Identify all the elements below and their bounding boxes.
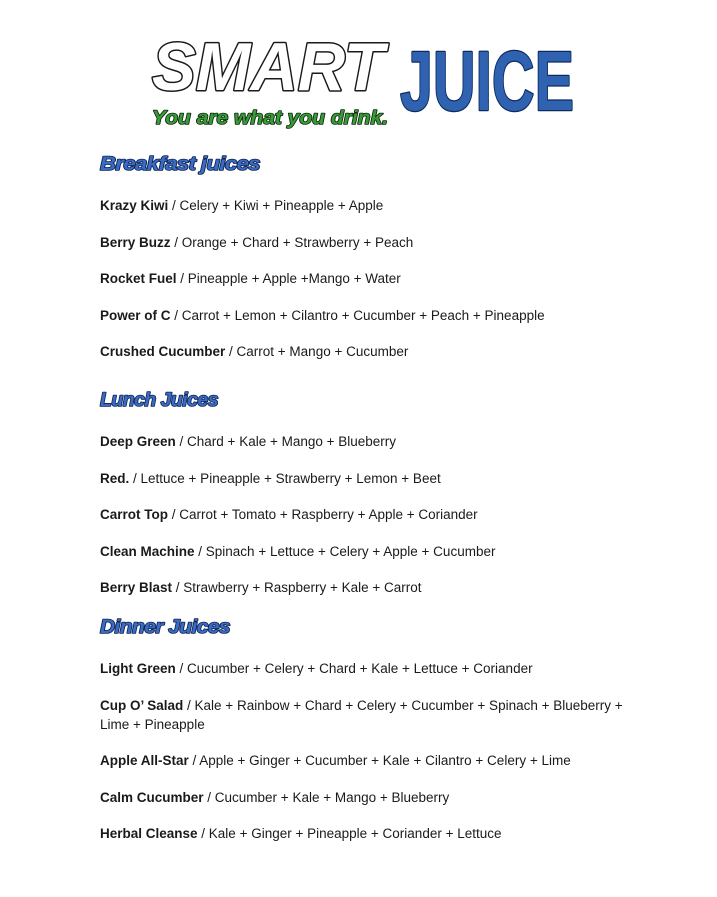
section-title-text: Lunch Juices [100,390,218,411]
recipe-ingredients: / Cucumber + Celery + Chard + Kale + Lettuce + Coriander [175,661,533,676]
recipe-ingredients: / Orange + Chard + Strawberry + Peach [170,234,414,250]
recipe-name: Berry Blast [100,580,173,595]
logo-word-smart: SMART [152,29,390,105]
breakfast-juices-section [100,152,640,361]
recipe-name: Calm Cucumber [100,789,204,805]
recipe-name: Herbal Cleanse [100,826,198,841]
recipe-apple-all-star [100,751,640,770]
recipe-ingredients: / Spinach + Lettuce + Celery + Apple + Cucumber [194,543,496,559]
recipe-name: Cup O’ Salad [100,697,184,713]
section-title-dinner [100,615,640,637]
recipe-light-green [100,659,640,678]
recipe-power-of-c [100,306,640,325]
recipe-clean-machine [100,542,640,561]
recipe-name: Clean Machine [100,543,195,559]
recipe-crushed-cucumber [100,342,640,361]
section-title-breakfast [100,152,640,174]
recipe-name: Apple All-Star [100,753,189,768]
recipe-name: Light Green [100,661,176,676]
recipe-name: Power of C [100,307,171,323]
recipe-ingredients: / Strawberry + Raspberry + Kale + Carrot [172,580,422,595]
logo-word-juice: JUICE [400,34,574,128]
recipe-berry-blast [100,578,640,597]
recipe-name: Berry Buzz [100,234,171,250]
recipe-ingredients: / Carrot + Lemon + Cilantro + Cucumber + Peach + Pineapple [170,307,545,323]
recipe-herbal-cleanse [100,824,640,843]
recipe-berry-buzz [100,233,640,252]
recipe-name: Red. [100,470,130,486]
recipe-ingredients: / Carrot + Tomato + Raspberry + Apple + Coriander [168,507,478,522]
section-title-text: Breakfast juices [100,154,260,175]
recipe-ingredients: / Celery + Kiwi + Pineapple + Apple [168,198,384,213]
logo-tagline: You are what you drink. [152,108,388,129]
recipe-cup-o-salad [100,696,640,734]
recipe-ingredients: / Apple + Ginger + Cucumber + Kale + Cilantro + Celery + Lime [188,753,571,768]
section-title-text: Dinner Juices [100,617,230,638]
recipe-deep-green [100,432,640,451]
recipe-ingredients: / Pineapple + Apple +Mango + Water [176,271,401,286]
recipe-ingredients: / Kale + Rainbow + Chard + Celery + Cucumber + Spinach + Blueberry + Lime + Pineapple [100,697,623,732]
recipe-calm-cucumber [100,788,640,807]
recipe-ingredients: / Lettuce + Pineapple + Strawberry + Lemon + Beet [129,470,441,486]
recipe-ingredients: / Carrot + Mango + Cucumber [225,344,409,359]
recipe-ingredients: / Cucumber + Kale + Mango + Blueberry [203,789,450,805]
recipe-name: Crushed Cucumber [100,344,226,359]
recipe-rocket-fuel [100,269,640,288]
smart-juice-logo [150,28,580,132]
lunch-juices-section [100,388,640,597]
recipe-krazy-kiwi [100,196,640,215]
logo-graphic [150,28,580,132]
recipe-ingredients: / Chard + Kale + Mango + Blueberry [175,434,397,449]
section-title-lunch [100,388,640,410]
recipe-name: Krazy Kiwi [100,198,169,213]
recipe-name: Carrot Top [100,507,168,522]
recipe-name: Rocket Fuel [100,271,177,286]
recipe-name: Deep Green [100,434,176,449]
recipe-carrot-top [100,505,640,524]
recipe-red [100,469,640,488]
recipe-ingredients: / Kale + Ginger + Pineapple + Coriander + Lettuce [197,826,502,841]
dinner-juices-section [100,615,640,843]
